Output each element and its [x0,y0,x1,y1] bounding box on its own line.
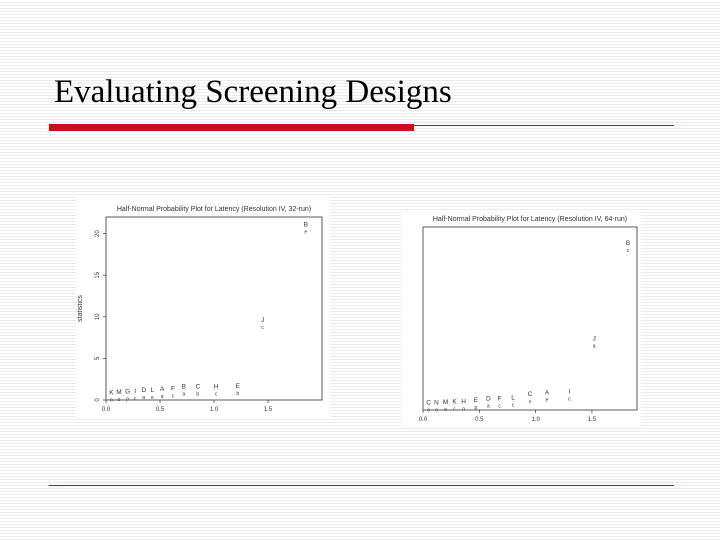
x-tick-label: 0.0 [101,407,111,413]
point-marker: a [486,403,490,410]
point-label-f: F [497,395,502,403]
point-marker: o [110,397,113,404]
point-label-l: L [150,387,155,395]
point-label-c: C [195,383,201,391]
chart-title-64-run: Half-Normal Probability Plot for Latency (Resolution IV, 64-run) [432,216,628,223]
point-marker: a [592,343,596,350]
x-tick-label: 0.0 [418,417,428,423]
plot-frame-64-run [423,227,637,410]
point-marker: v [528,399,532,406]
point-marker: e [545,397,549,404]
point-label-i: I [568,388,571,396]
point-label-h: H [461,398,466,406]
point-label-j: J [260,317,265,325]
point-marker: a [142,395,146,402]
chart-title-32-run: Half-Normal Probability Plot for Latency (Resolution IV, 32-run) [116,206,312,213]
point-label-f: F [170,385,175,393]
point-marker: c [511,402,515,409]
point-marker: e [304,229,308,236]
y-tick-label: 0 [95,398,101,402]
y-axis-label-32-run: statistics [77,295,84,322]
chart-panel-64-run [401,210,641,426]
slide-title: Evaluating Screening Designs [54,74,452,110]
point-marker: c [453,406,456,413]
x-tick-label: 0.5 [475,417,484,423]
point-marker: b [196,391,200,398]
x-tick-label: 1.5 [587,417,597,423]
point-marker: p [474,405,478,412]
point-label-j: J [592,335,596,343]
chart-panel-32-run [76,197,330,419]
half-normal-plot-64-run [401,210,641,426]
point-label-g: G [125,388,131,396]
point-label-a: A [544,389,550,397]
point-label-l: L [511,394,515,402]
point-label-c: C [527,391,533,399]
point-label-b: B [303,221,308,229]
point-marker: a [182,391,186,398]
point-marker: a [160,394,164,401]
point-marker: c [498,403,501,410]
x-tick-label: 1.0 [209,407,219,413]
x-tick-label: 1.5 [263,407,273,413]
point-marker: c [214,391,218,398]
plot-frame-32-run [106,217,322,400]
point-label-e: E [235,382,240,390]
point-marker: c [171,393,175,400]
point-label-m: M [442,399,449,407]
point-marker: o [444,407,447,414]
title-underline [414,125,674,126]
point-label-c: C [426,399,431,407]
point-marker: b [236,390,240,397]
point-label-n: N [434,399,439,407]
point-label-k: K [452,398,457,406]
point-label-b: B [181,383,186,391]
point-marker: o [462,406,465,413]
x-tick-label: 0.5 [155,407,165,413]
point-label-d: D [485,395,491,403]
point-label-k: K [109,389,114,397]
point-label-d: D [141,387,147,395]
y-tick-label: 5 [95,356,101,361]
y-tick-label: 15 [95,271,101,279]
point-label-e: E [473,397,479,405]
point-marker: c [133,395,137,402]
point-marker: c [626,247,630,254]
point-label-b: B [625,239,631,247]
point-label-a: A [159,386,165,394]
y-tick-label: 10 [95,313,101,321]
point-marker: o [117,397,121,404]
point-label-h: H [213,383,219,391]
point-label-i: I [134,387,137,395]
point-marker: o [427,407,431,414]
footer-rule [49,485,674,486]
point-label-m: M [116,389,122,397]
x-tick-label: 1.0 [531,417,540,423]
point-marker: o [435,407,438,414]
point-marker: c [261,325,264,332]
point-marker: p [126,396,129,403]
point-marker: e [151,395,154,402]
point-marker: c [568,396,571,403]
title-accent-bar [49,124,414,131]
y-tick-label: 20 [95,230,101,237]
half-normal-plot-32-run [76,197,330,419]
